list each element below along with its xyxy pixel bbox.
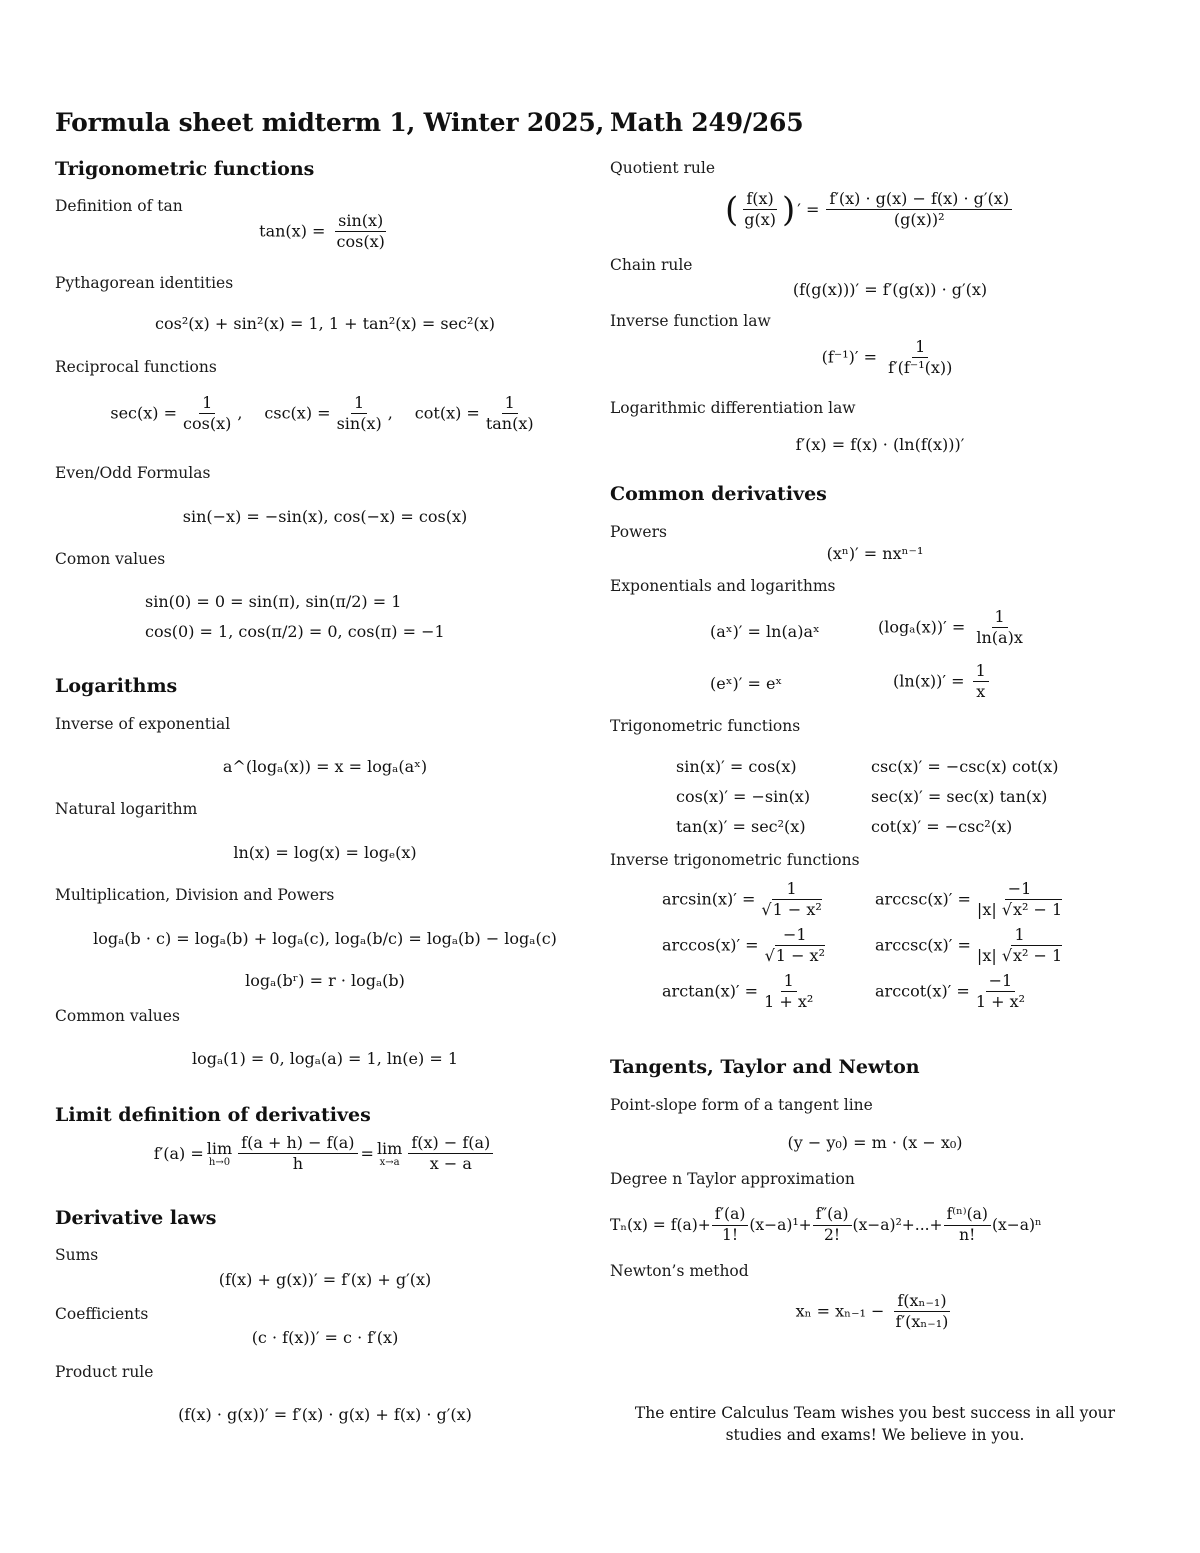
section-heading: Logarithms [55, 675, 178, 697]
formula-lhs: tan(x) = [259, 221, 326, 241]
fraction [826, 190, 1012, 230]
formula-label: Product rule [55, 1363, 154, 1381]
fraction [741, 190, 779, 230]
formula-lhs: sec(x) = [110, 403, 178, 423]
formula-lhs: arccos(x)′ = [662, 935, 759, 955]
closing-line-1: The entire Calculus Team wishes you best success in all your [634, 1404, 1116, 1422]
denominator: 1! [722, 1225, 739, 1244]
denominator: √1 − x² [764, 946, 825, 966]
denominator: cos(x) [183, 414, 232, 434]
formula-common-values-1: sin(0) = 0 = sin(π), sin(π/2) = 1 [145, 592, 402, 611]
section-heading: Limit definition of derivatives [55, 1104, 371, 1126]
fraction [885, 338, 955, 378]
abs-x: |x| [976, 900, 997, 920]
formula-lhs: f′(a) = [153, 1144, 204, 1164]
taylor-term: (x−a)ⁿ [991, 1216, 1042, 1235]
numerator: 1 [781, 972, 797, 992]
formula-taylor [610, 1206, 1042, 1245]
right-paren: ) [781, 189, 796, 230]
formula-inverse-function [600, 338, 1180, 378]
denominator: f′(f⁻¹(x)) [888, 358, 953, 378]
formula-limit-definition [55, 1134, 595, 1174]
numerator: 1 [502, 394, 518, 414]
formula-lhs: cot(x) = [414, 403, 480, 423]
reciprocal-cot [415, 394, 540, 434]
radicand: 1 − x² [772, 900, 822, 920]
denominator: √1 − x² [761, 900, 822, 920]
invtrig-arccsc [875, 880, 1068, 920]
denominator: g(x) [744, 210, 776, 230]
numerator: −1 [780, 926, 810, 946]
fraction [712, 1206, 749, 1245]
trig-derivative-sin: sin(x)′ = cos(x) [676, 757, 797, 776]
fraction [973, 972, 1028, 1012]
numerator: −1 [986, 972, 1016, 992]
formula-point-slope: (y − y₀) = m · (x − x₀) [787, 1133, 963, 1152]
fraction [334, 212, 388, 252]
formula-label: Point-slope form of a tangent line [610, 1096, 873, 1114]
formula-common-values-2: cos(0) = 1, cos(π/2) = 0, cos(π) = −1 [145, 622, 445, 641]
formula-chain-rule: (f(g(x)))′ = f′(g(x)) · g′(x) [792, 280, 988, 299]
page-title-right: Math 249/265 [610, 108, 804, 137]
invtrig-arccot [875, 972, 1031, 1012]
formula-lhs: Tₙ(x) = f(a)+ [610, 1216, 711, 1235]
formula-label: Powers [610, 523, 667, 541]
radicand: 1 − x² [775, 946, 825, 966]
separator: , [387, 403, 393, 423]
trig-derivative-sec: sec(x)′ = sec(x) tan(x) [871, 787, 1048, 806]
formula-inverse-exponential: a^(logₐ(x)) = x = logₐ(aˣ) [222, 757, 428, 776]
denominator: (g(x))² [893, 210, 945, 230]
formula-quotient-rule [600, 190, 1140, 230]
numerator: 1 [992, 608, 1008, 628]
prime-equals: ′ = [797, 200, 820, 220]
formula-def-tan [55, 212, 595, 252]
formula-inverse-trig-derivatives [662, 880, 1068, 1011]
taylor-term: (x−a)²+...+ [852, 1216, 943, 1235]
closing-line-2: studies and exams! We believe in you. [725, 1426, 1025, 1444]
invtrig-arccsc-2 [875, 926, 1068, 966]
formula-reciprocal [55, 394, 595, 434]
formula-sum-rule: (f(x) + g(x))′ = f′(x) + g′(x) [218, 1270, 432, 1289]
denominator: ln(a)x [976, 628, 1023, 648]
denominator: x − a [429, 1154, 472, 1174]
formula-exp-e: (eˣ)′ = eˣ [710, 674, 783, 693]
equals-sign: = [360, 1144, 374, 1164]
formula-label: Degree n Taylor approximation [610, 1170, 855, 1188]
formula-label: Common values [55, 1007, 180, 1025]
formula-lhs: (ln(x))′ = [893, 671, 965, 691]
lim-text: lim [206, 1139, 233, 1159]
fraction [893, 1292, 952, 1332]
denominator: 2! [824, 1225, 841, 1244]
numerator: 1 [199, 394, 215, 414]
formula-label: Even/Odd Formulas [55, 464, 211, 482]
trig-derivative-tan: tan(x)′ = sec²(x) [676, 817, 806, 836]
denominator: |x| √x² − 1 [976, 900, 1063, 920]
formula-label: Newton’s method [610, 1262, 749, 1280]
left-paren: ( [724, 189, 739, 230]
formula-label: Chain rule [610, 256, 693, 274]
formula-label: Multiplication, Division and Powers [55, 886, 335, 904]
formula-trig-derivatives-left [676, 752, 810, 842]
formula-newton [600, 1292, 1150, 1332]
numerator: 1 [351, 394, 367, 414]
section-heading: Tangents, Taylor and Newton [610, 1056, 920, 1078]
section-heading: Derivative laws [55, 1207, 217, 1229]
lim-subscript: x→a [379, 1157, 400, 1169]
fraction [762, 926, 828, 966]
limit-operator [377, 1139, 402, 1168]
reciprocal-csc [264, 394, 392, 434]
trig-derivative-cos: cos(x)′ = −sin(x) [676, 787, 811, 806]
formula-lhs: arctan(x)′ = [662, 980, 759, 1000]
numerator: f′(x) · g(x) − f(x) · g′(x) [826, 190, 1012, 210]
numerator: f′(a) [712, 1206, 749, 1226]
formula-lhs: csc(x) = [264, 403, 331, 423]
fraction [761, 972, 816, 1012]
formula-label: Coefficients [55, 1305, 149, 1323]
formula-label: Pythagorean identities [55, 274, 234, 292]
denominator: tan(x) [485, 414, 534, 434]
formula-lhs: (logₐ(x))′ = [878, 617, 966, 637]
formula-label: Definition of tan [55, 197, 183, 215]
abs-x: |x| [976, 946, 997, 966]
invtrig-arcsin [662, 880, 828, 920]
separator: , [237, 403, 243, 423]
denominator: n! [959, 1225, 976, 1244]
denominator: |x| √x² − 1 [976, 946, 1063, 966]
formula-label: Exponentials and logarithms [610, 577, 836, 595]
limit-operator [207, 1139, 232, 1168]
formula-label: Quotient rule [610, 159, 716, 177]
numerator: −1 [1005, 880, 1035, 900]
denominator: h [292, 1154, 303, 1174]
formula-label: Inverse function law [610, 312, 771, 330]
formula-log-product-quotient: logₐ(b · c) = logₐ(b) + logₐ(c), logₐ(b/c) = logₐ(b) − logₐ(c) [93, 929, 557, 948]
fraction [973, 662, 989, 702]
numerator: 1 [912, 338, 928, 358]
formula-lhs: (f⁻¹)′ = [821, 347, 877, 367]
denominator: f′(xₙ₋₁) [895, 1312, 949, 1332]
formula-label: Logarithmic differentiation law [610, 399, 856, 417]
closing-message [605, 1402, 1145, 1446]
formula-lhs: arccsc(x)′ = [875, 889, 971, 909]
formula-label: Inverse of exponential [55, 715, 231, 733]
formula-ln [893, 662, 992, 702]
fraction [944, 1206, 991, 1245]
formula-natural-log: ln(x) = log(x) = logₑ(x) [233, 843, 417, 862]
formula-log-a [878, 608, 1029, 648]
formula-power-rule: (xⁿ)′ = nxⁿ⁻¹ [826, 544, 924, 563]
fraction [758, 880, 824, 920]
formula-label: Inverse trigonometric functions [610, 851, 860, 869]
numerator: 1 [973, 662, 989, 682]
invtrig-arctan [662, 972, 819, 1012]
formula-log-common-values: logₐ(1) = 0, logₐ(a) = 1, ln(e) = 1 [191, 1049, 458, 1068]
section-heading: Trigonometric functions [55, 158, 315, 180]
section-heading: Common derivatives [610, 483, 827, 505]
numerator: f(a + h) − f(a) [238, 1134, 357, 1154]
formula-lhs: arccsc(x)′ = [875, 935, 971, 955]
fraction [238, 1134, 357, 1174]
formula-label: Reciprocal functions [55, 358, 217, 376]
fraction [813, 1206, 852, 1245]
fraction [180, 394, 234, 434]
formula-label: Comon values [55, 550, 166, 568]
fraction [974, 926, 1065, 966]
denominator: sin(x) [336, 414, 382, 434]
numerator: f(xₙ₋₁) [894, 1292, 949, 1312]
formula-log-power: logₐ(bʳ) = r · logₐ(b) [245, 971, 405, 990]
fraction [974, 880, 1065, 920]
formula-lhs: arcsin(x)′ = [662, 889, 756, 909]
formula-label: Natural logarithm [55, 800, 198, 818]
numerator: sin(x) [335, 212, 386, 232]
trig-derivative-csc: csc(x)′ = −csc(x) cot(x) [871, 757, 1059, 776]
denominator: cos(x) [336, 232, 385, 252]
invtrig-arccos [662, 926, 831, 966]
denominator: x [976, 682, 986, 702]
page-title-left: Formula sheet midterm 1, Winter 2025, [55, 108, 605, 137]
numerator: f(x) [743, 190, 776, 210]
formula-lhs: xₙ = xₙ₋₁ − [795, 1301, 885, 1321]
trig-derivative-cot: cot(x)′ = −csc²(x) [871, 817, 1013, 836]
formula-even-odd: sin(−x) = −sin(x), cos(−x) = cos(x) [182, 507, 468, 526]
numerator: 1 [1011, 926, 1027, 946]
lim-subscript: h→0 [208, 1157, 231, 1169]
formula-coefficient-rule: (c · f(x))′ = c · f′(x) [251, 1328, 399, 1347]
denominator: 1 + x² [975, 991, 1026, 1011]
formula-product-rule: (f(x) · g(x))′ = f′(x) · g(x) + f(x) · g′(x) [178, 1405, 472, 1424]
numerator: f⁽ⁿ⁾(a) [944, 1206, 991, 1226]
formula-lhs: arccot(x)′ = [875, 980, 970, 1000]
formula-pythagorean: cos²(x) + sin²(x) = 1, 1 + tan²(x) = sec²(x) [155, 314, 495, 333]
numerator: 1 [784, 880, 800, 900]
denominator: 1 + x² [764, 991, 814, 1011]
fraction [408, 1134, 493, 1174]
numerator: f″(a) [813, 1206, 852, 1226]
taylor-term: (x−a)¹+ [749, 1216, 812, 1235]
fraction [973, 608, 1025, 648]
formula-label: Sums [55, 1246, 99, 1264]
numerator: f(x) − f(a) [408, 1134, 493, 1154]
formula-exp-a: (aˣ)′ = ln(a)aˣ [710, 622, 820, 641]
reciprocal-sec [110, 394, 242, 434]
fraction [334, 394, 385, 434]
formula-log-differentiation: f′(x) = f(x) · (ln(f(x)))′ [795, 435, 965, 454]
radicand: x² − 1 [1013, 946, 1063, 966]
lim-text: lim [376, 1139, 403, 1159]
formula-trig-derivatives-right [871, 752, 1059, 842]
radicand: x² − 1 [1013, 900, 1063, 920]
fraction [483, 394, 537, 434]
formula-label: Trigonometric functions [610, 717, 801, 735]
